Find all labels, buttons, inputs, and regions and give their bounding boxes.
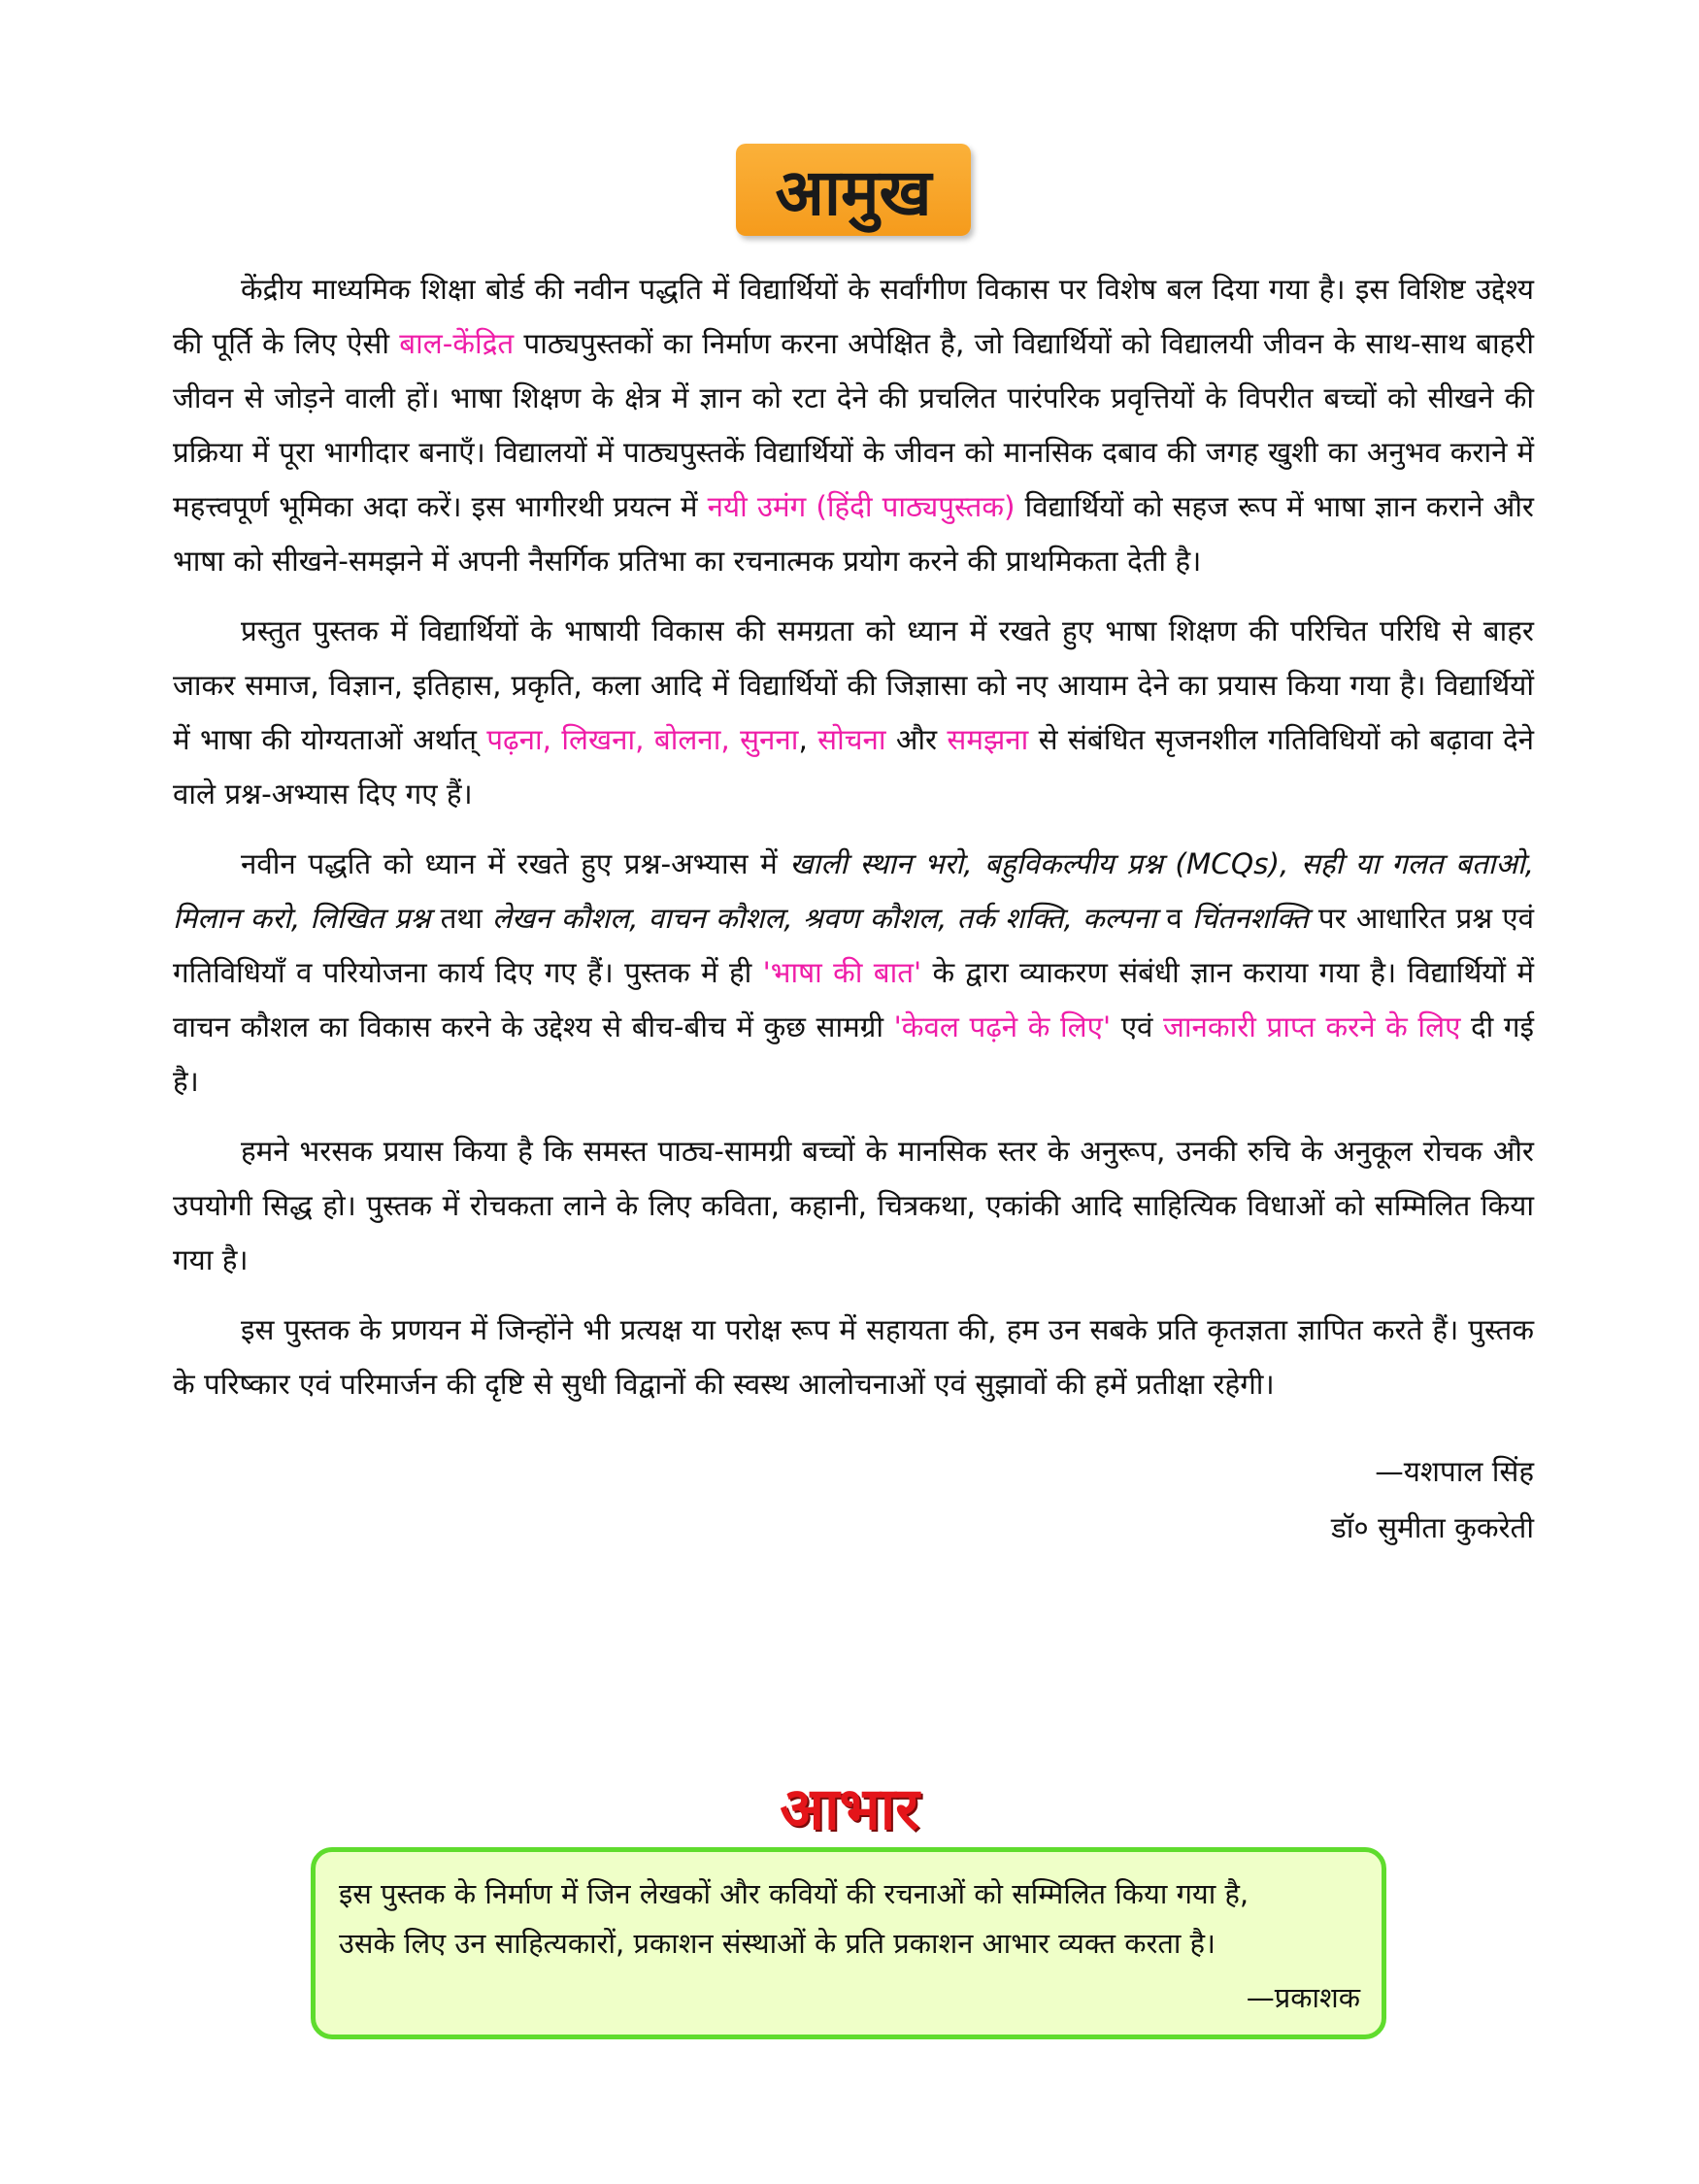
highlighted-text: समझना bbox=[947, 723, 1029, 756]
text-run: दी गई है। bbox=[173, 1010, 1534, 1098]
text-run: से संबंधित सृजनशील गतिविधियों को बढ़ावा देने वाले प्रश्न-अभ्यास दिए गए हैं। bbox=[173, 723, 1535, 811]
highlighted-text: बाल-केंद्रित bbox=[399, 327, 515, 360]
text-run: हमने भरसक प्रयास किया है कि समस्त पाठ्य-सामग्री बच्चों के मानसिक स्तर के अनुरूप, उनकी रुचि के अनुकूल रोचक और उपयोगी सिद्ध हो। पुस्तक में रोचकता लाने के लिए कविता, कहानी, चित्रकथा, एकांकी आदि साहित्यिक विधाओं को सम्मिलित किया गया है। bbox=[173, 1135, 1534, 1276]
paragraph bbox=[173, 262, 1534, 588]
acknowledgement-line: उसके लिए उन साहित्यकारों, प्रकाशन संस्थाओं के प्रति प्रकाशन आभार व्यक्त करता है। bbox=[339, 1927, 1216, 1960]
highlighted-text: सोचना bbox=[817, 723, 886, 756]
page-title: आमुख bbox=[736, 144, 971, 236]
text-run: तथा bbox=[430, 902, 493, 935]
text-run: इस पुस्तक के प्रणयन में जिन्होंने भी प्रत्यक्ष या परोक्ष रूप में सहायता की, हम उन सबके प्रति कृतज्ञता ज्ञापित करते हैं। पुस्तक के परिष्कार एवं परिमार्जन की दृष्टि से सुधी विद्वानों की स्वस्थ आलोचनाओं एवं सुझावों की हमें प्रतीक्षा रहेगी। bbox=[173, 1313, 1534, 1401]
paragraph bbox=[173, 837, 1534, 1109]
signature-1: —यशपाल सिंह bbox=[1375, 1455, 1534, 1488]
paragraph bbox=[173, 604, 1534, 821]
highlighted-text: नयी उमंग (हिंदी पाठ्यपुस्तक) bbox=[707, 490, 1016, 523]
text-run: पाठ्यपुस्तकों का निर्माण करना अपेक्षित है, जो विद्यार्थियों को विद्यालयी जीवन के साथ-साथ बाहरी जीवन से जोड़ने वाली हों। भाषा शिक्षण के क्षेत्र में ज्ञान को रटा देने की प्रचलित पारंपरिक प्रवृत्तियों के विपरीत बच्चों को सीखने की प्रक्रिया में पूरा भागीदार बनाएँ। विद्यालयों में पाठ्यपुस्तकें विद्यार्थियों के जीवन को मानसिक दबाव की जगह खुशी का अनुभव कराने में महत्त्वपूर्ण भूमिका अदा करें। इस भागीरथी प्रयत्न में bbox=[173, 327, 1534, 523]
paragraph bbox=[173, 1124, 1534, 1287]
text-run: नवीन पद्धति को ध्यान में रखते हुए प्रश्न-अभ्यास में bbox=[241, 847, 790, 880]
highlighted-text: 'केवल पढ़ने के लिए' bbox=[893, 1010, 1112, 1043]
italic-text: लेखन कौशल, वाचन कौशल, श्रवण कौशल, तर्क शक्ति, कल्पना bbox=[492, 902, 1157, 935]
text-run: पर आधारित प्रश्न एवं गतिविधियाँ व परियोजना कार्य दिए गए हैं। पुस्तक में ही bbox=[173, 902, 1534, 989]
text-run: , bbox=[798, 723, 818, 756]
signature-2: डॉ० सुमीता कुकरेती bbox=[1330, 1511, 1534, 1544]
acknowledgement-box bbox=[311, 1847, 1386, 2039]
highlighted-text: जानकारी प्राप्त करने के लिए bbox=[1163, 1010, 1461, 1043]
text-run: विद्यार्थियों को सहज रूप में भाषा ज्ञान कराने और भाषा को सीखने-समझने में अपनी नैसर्गिक प्रतिभा का रचनात्मक प्रयोग करने की प्राथमिकता देती है। bbox=[173, 490, 1534, 578]
text-run: व bbox=[1156, 902, 1192, 935]
foreword-body bbox=[173, 262, 1534, 1427]
acknowledgement-signature: —प्रकाशक bbox=[1246, 1981, 1360, 2014]
paragraph bbox=[173, 1303, 1534, 1411]
text-run: एवं bbox=[1111, 1010, 1164, 1043]
italic-text: खाली स्थान भरो, बहुविकल्पीय प्रश्न (MCQs), सही या गलत बताओ, मिलान करो, लिखित प्रश्न bbox=[173, 847, 1534, 935]
text-run: के द्वारा व्याकरण संबंधी ज्ञान कराया गया है। विद्यार्थियों में वाचन कौशल का विकास करने के उद्देश्य से बीच-बीच में कुछ सामग्री bbox=[173, 956, 1534, 1043]
acknowledgement-title: आभार bbox=[780, 1775, 919, 1843]
text-run: केंद्रीय माध्यमिक शिक्षा बोर्ड की नवीन पद्धति में विद्यार्थियों के सर्वांगीण विकास पर विशेष बल दिया गया है। इस विशिष्ट उद्देश्य की पूर्ति के लिए ऐसी bbox=[173, 273, 1534, 360]
text-run: और bbox=[885, 723, 948, 756]
acknowledgement-line: इस पुस्तक के निर्माण में जिन लेखकों और कवियों की रचनाओं को सम्मिलित किया गया है, bbox=[339, 1877, 1249, 1910]
highlighted-text: पढ़ना, लिखना, बोलना, सुनना bbox=[486, 723, 799, 756]
italic-text: चिंतनशक्ति bbox=[1191, 902, 1309, 935]
highlighted-text: 'भाषा की बात' bbox=[762, 956, 922, 989]
text-run: प्रस्तुत पुस्तक में विद्यार्थियों के भाषायी विकास की समग्रता को ध्यान में रखते हुए भाषा शिक्षण की परिचित परिधि से बाहर जाकर समाज, विज्ञान, इतिहास, प्रकृति, कला आदि में विद्यार्थियों की जिज्ञासा को नए आयाम देने का प्रयास किया गया है। विद्यार्थियों में भाषा की योग्यताओं अर्थात् bbox=[173, 614, 1534, 756]
